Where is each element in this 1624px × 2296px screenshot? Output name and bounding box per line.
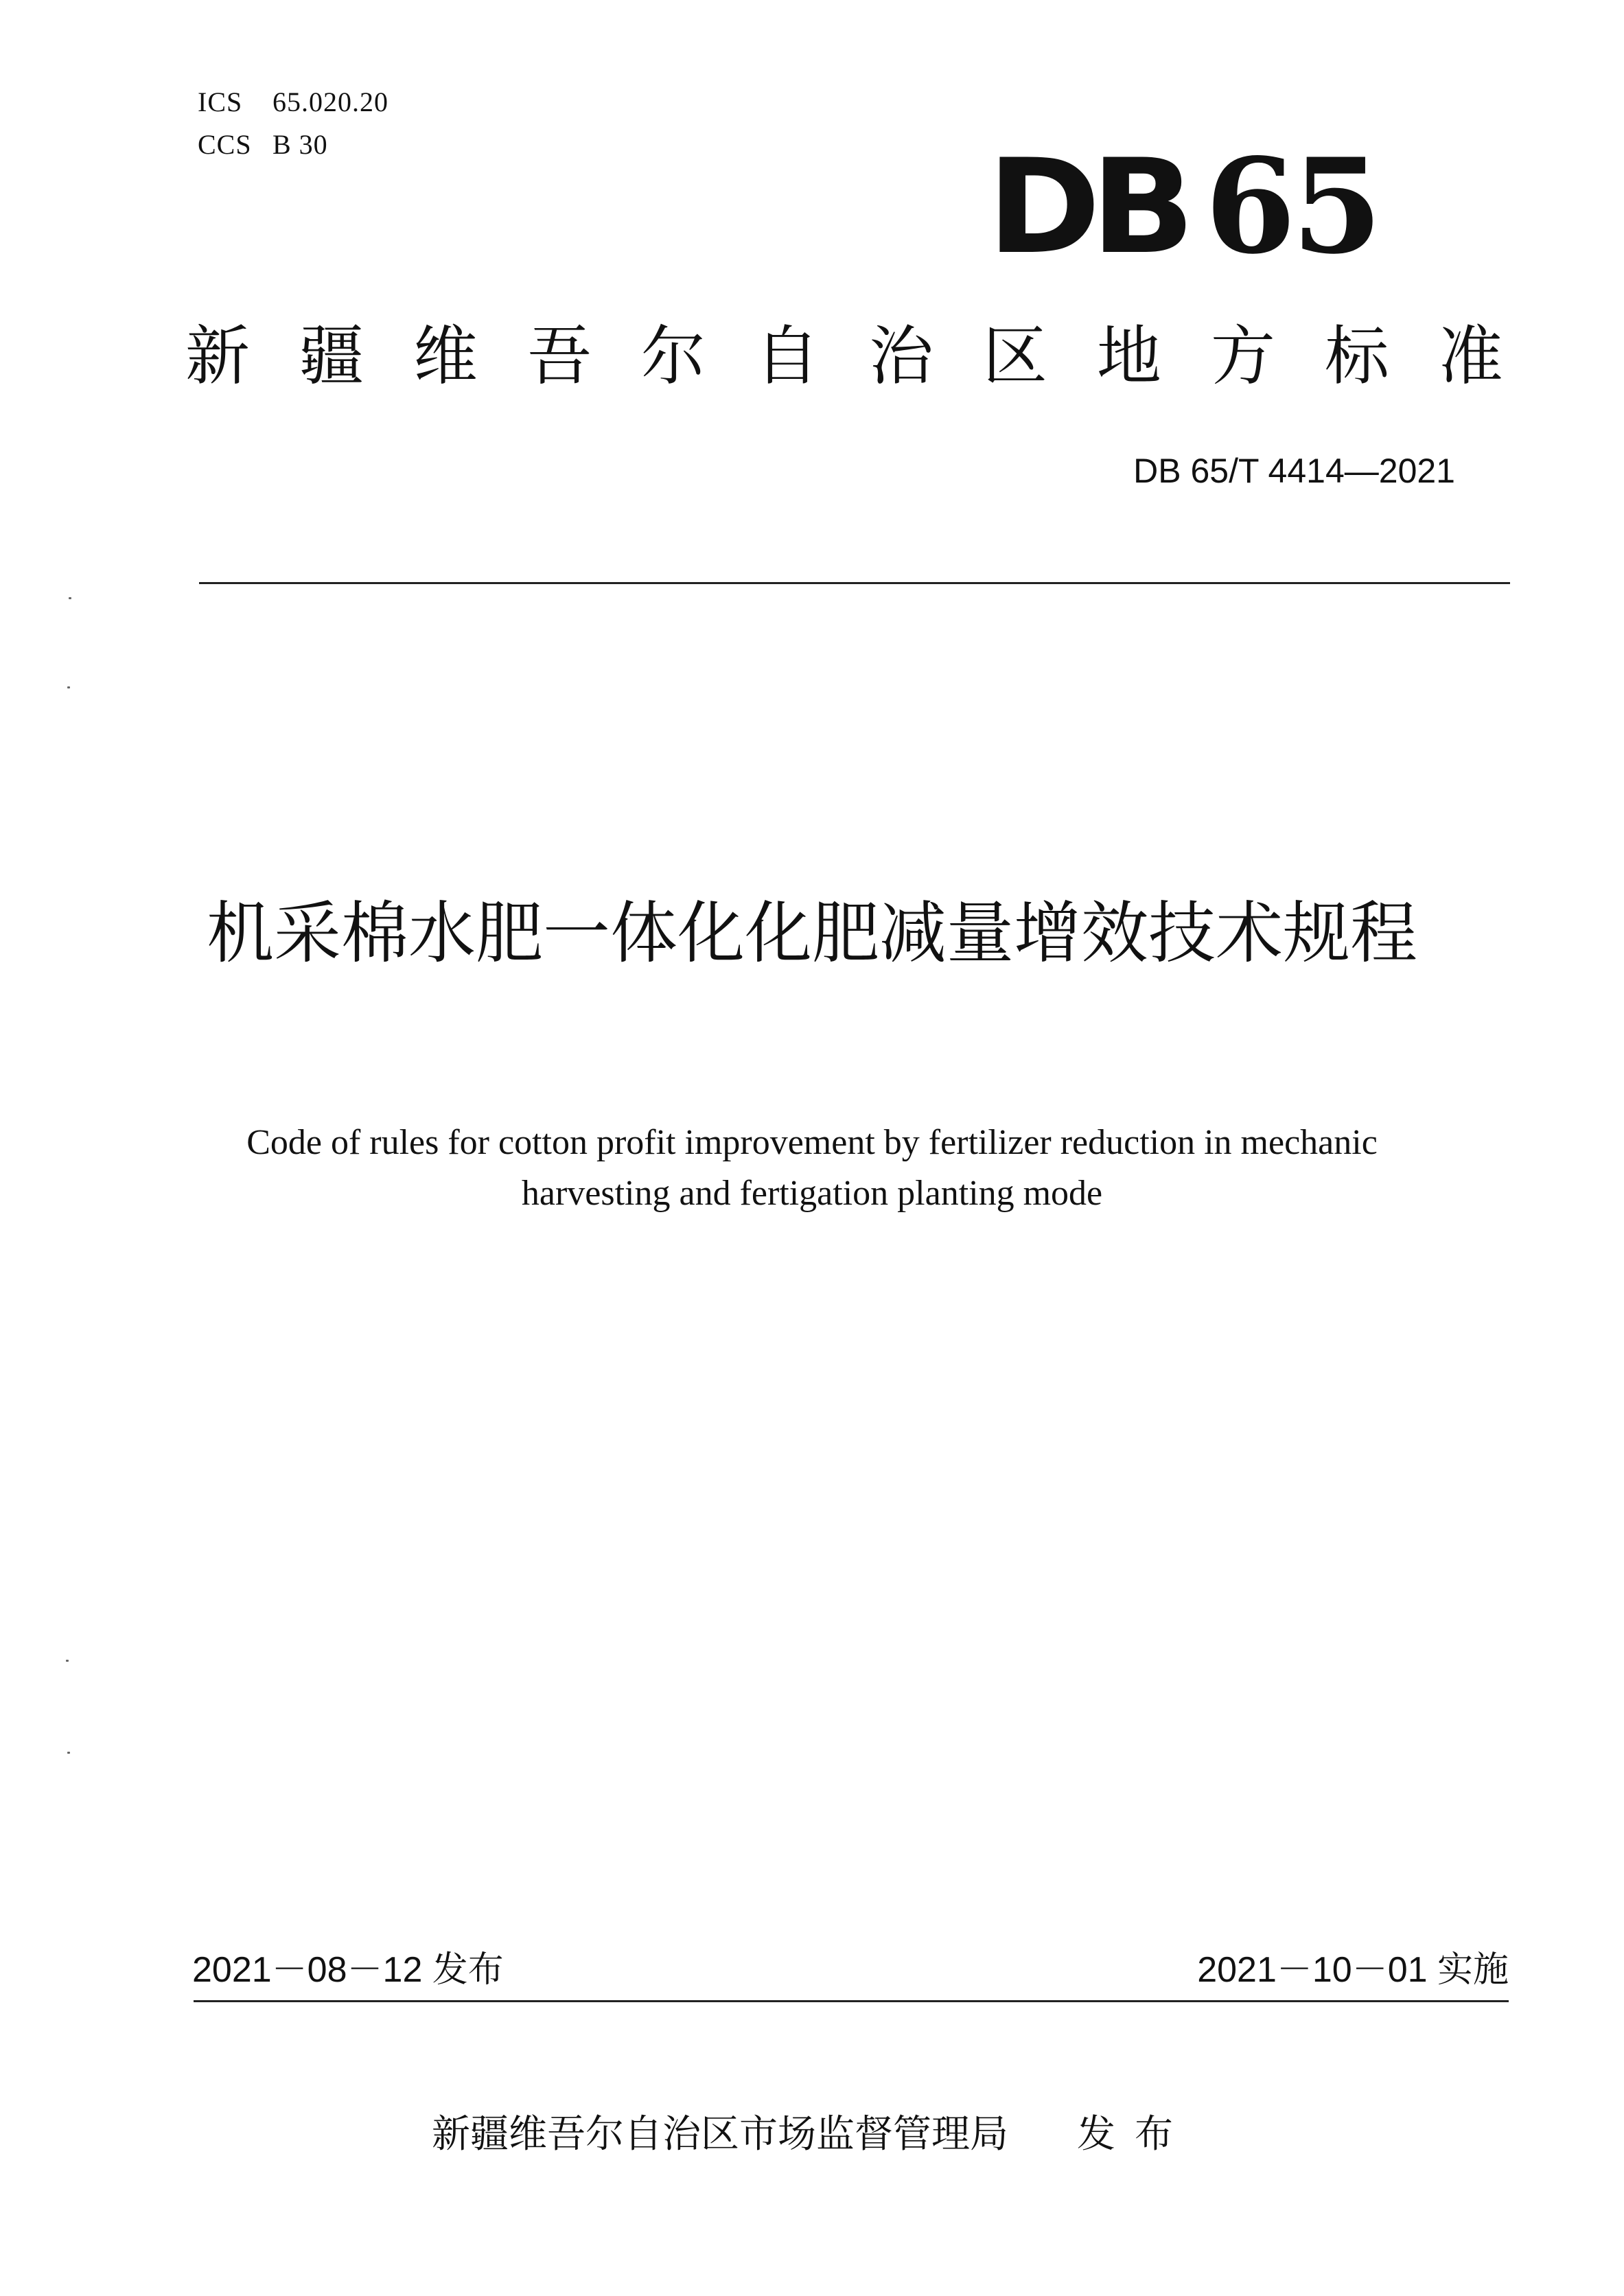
standard-type-char: 疆 [299,319,364,394]
publisher-name: 新疆维吾尔自治区市场监督管理局 [432,2112,1008,2157]
logo-prefix: DB [987,131,1185,283]
standard-type-char: 方 [1210,319,1275,394]
ccs-code [198,124,388,166]
title-english-line-1: Code of rules for cotton profit improvement by fertilizer reduction in mechanic [246,1123,1378,1162]
issue-date: 2021－08－12 发布 [192,1950,504,1990]
title-chinese: 机采棉水肥一体化化肥减量增效技术规程 [206,894,1417,973]
top-divider [199,582,1510,584]
standard-number: DB 65/T 4414—2021 [1133,452,1455,490]
logo-number: 65 [1205,130,1378,283]
scan-mark [66,1660,69,1662]
implementation-date: 2021－10－01 实施 [1197,1950,1509,1990]
publisher-line [0,2111,1624,2159]
ics-code [198,81,388,124]
title-english-line-2: harvesting and fertigation planting mode [521,1174,1103,1213]
scan-mark [69,597,71,599]
scan-mark [67,1752,70,1754]
ics-label: ICS [198,86,243,117]
standard-type-char: 区 [982,319,1047,394]
standard-type-char: 维 [413,319,478,394]
standard-type-char: 新 [185,319,251,394]
standard-type-char: 尔 [640,319,706,394]
standard-type-heading [185,319,1503,395]
bottom-divider [194,2000,1509,2002]
ccs-label: CCS [198,129,252,160]
standard-type-char: 吾 [526,319,592,394]
scan-mark [67,686,70,688]
publisher-action: 发布 [1077,2112,1192,2157]
title-english [0,1117,1624,1219]
standard-type-char: 地 [1096,319,1161,394]
classification-codes [198,81,388,166]
standard-type-char: 自 [754,319,820,394]
standard-type-char: 准 [1438,319,1503,394]
db65-logo [987,130,1378,283]
standard-type-char: 治 [868,319,933,394]
ccs-value: B 30 [272,129,328,160]
standard-type-char: 标 [1324,319,1389,394]
ics-value: 65.020.20 [272,86,388,117]
